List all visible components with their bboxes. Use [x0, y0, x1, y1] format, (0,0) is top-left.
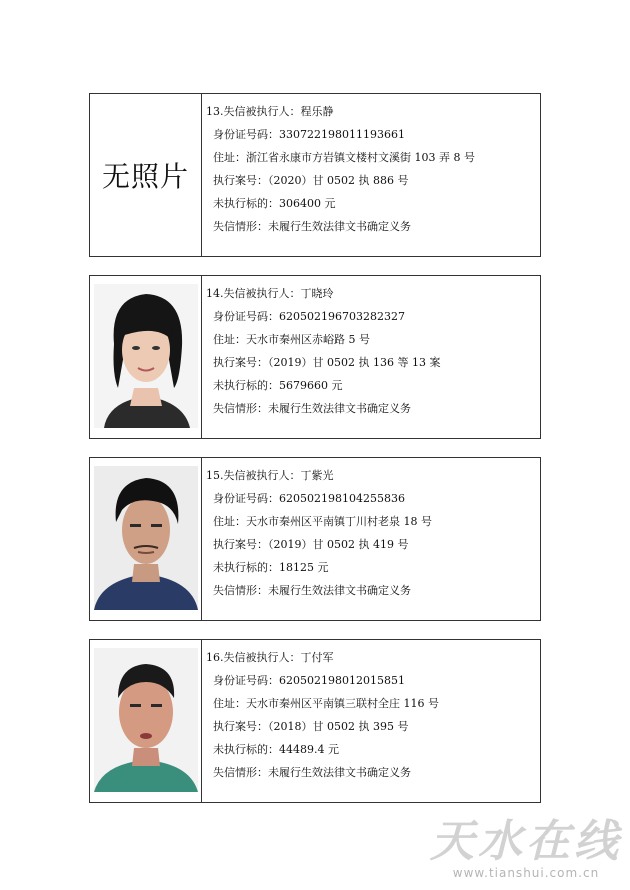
record-info: [202, 458, 432, 620]
id-number: 身份证号码：620502198104255836: [213, 492, 405, 505]
record-header: 13.失信被执行人：程乐静: [206, 105, 334, 118]
record-card-13: [89, 93, 541, 257]
address: 住址：天水市秦州区平南镇丁川村老泉 18 号: [213, 515, 432, 528]
default-situation: 失信情形：未履行生效法律文书确定义务: [213, 402, 411, 415]
case-number: 执行案号：（2019）甘 0502 执 419 号: [213, 538, 409, 551]
record-info: [202, 276, 440, 438]
id-number: 身份证号码：620502198012015851: [213, 674, 405, 687]
record-info: [202, 640, 439, 802]
id-number: 身份证号码：330722198011193661: [213, 128, 405, 141]
case-number: 执行案号：（2019）甘 0502 执 136 等 13 案: [213, 356, 441, 369]
unexecuted-amount: 未执行标的：5679660 元: [213, 379, 343, 392]
default-situation: 失信情形：未履行生效法律文书确定义务: [213, 584, 411, 597]
case-number: 执行案号：（2020）甘 0502 执 886 号: [213, 174, 409, 187]
person-photo: [94, 648, 198, 792]
case-number: 执行案号：（2018）甘 0502 执 395 号: [213, 720, 409, 733]
unexecuted-amount: 未执行标的：44489.4 元: [213, 743, 339, 756]
record-card-16: [89, 639, 541, 803]
address: 住址：浙江省永康市方岩镇文楼村文溪街 103 弄 8 号: [213, 151, 475, 164]
photo-cell: [90, 276, 202, 438]
portrait-man-icon: [94, 466, 198, 610]
site-watermark: [430, 818, 622, 880]
person-photo: [94, 284, 198, 428]
unexecuted-amount: 未执行标的：18125 元: [213, 561, 329, 574]
portrait-man-icon: [94, 648, 198, 792]
photo-cell: [90, 640, 202, 802]
photo-cell: [90, 94, 202, 256]
portrait-woman-icon: [94, 284, 198, 428]
record-info: [202, 94, 475, 256]
default-situation: 失信情形：未履行生效法律文书确定义务: [213, 766, 411, 779]
record-header: 14.失信被执行人：丁晓玲: [206, 287, 334, 300]
record-header: 16.失信被执行人：丁付军: [206, 651, 334, 664]
record-header: 15.失信被执行人：丁紫光: [206, 469, 334, 482]
id-number: 身份证号码：620502196703282327: [213, 310, 405, 323]
watermark-logo-text: 天水在线: [430, 816, 622, 867]
photo-cell: [90, 458, 202, 620]
address: 住址：天水市秦州区平南镇三联村全庄 116 号: [213, 697, 439, 710]
default-situation: 失信情形：未履行生效法律文书确定义务: [213, 220, 411, 233]
record-card-15: [89, 457, 541, 621]
no-photo-label: 无照片: [101, 160, 189, 193]
address: 住址：天水市秦州区赤峪路 5 号: [213, 333, 370, 346]
person-photo: [94, 466, 198, 610]
record-card-14: [89, 275, 541, 439]
watermark-url: www.tianshui.com.cn: [452, 866, 600, 880]
unexecuted-amount: 未执行标的：306400 元: [213, 197, 336, 210]
